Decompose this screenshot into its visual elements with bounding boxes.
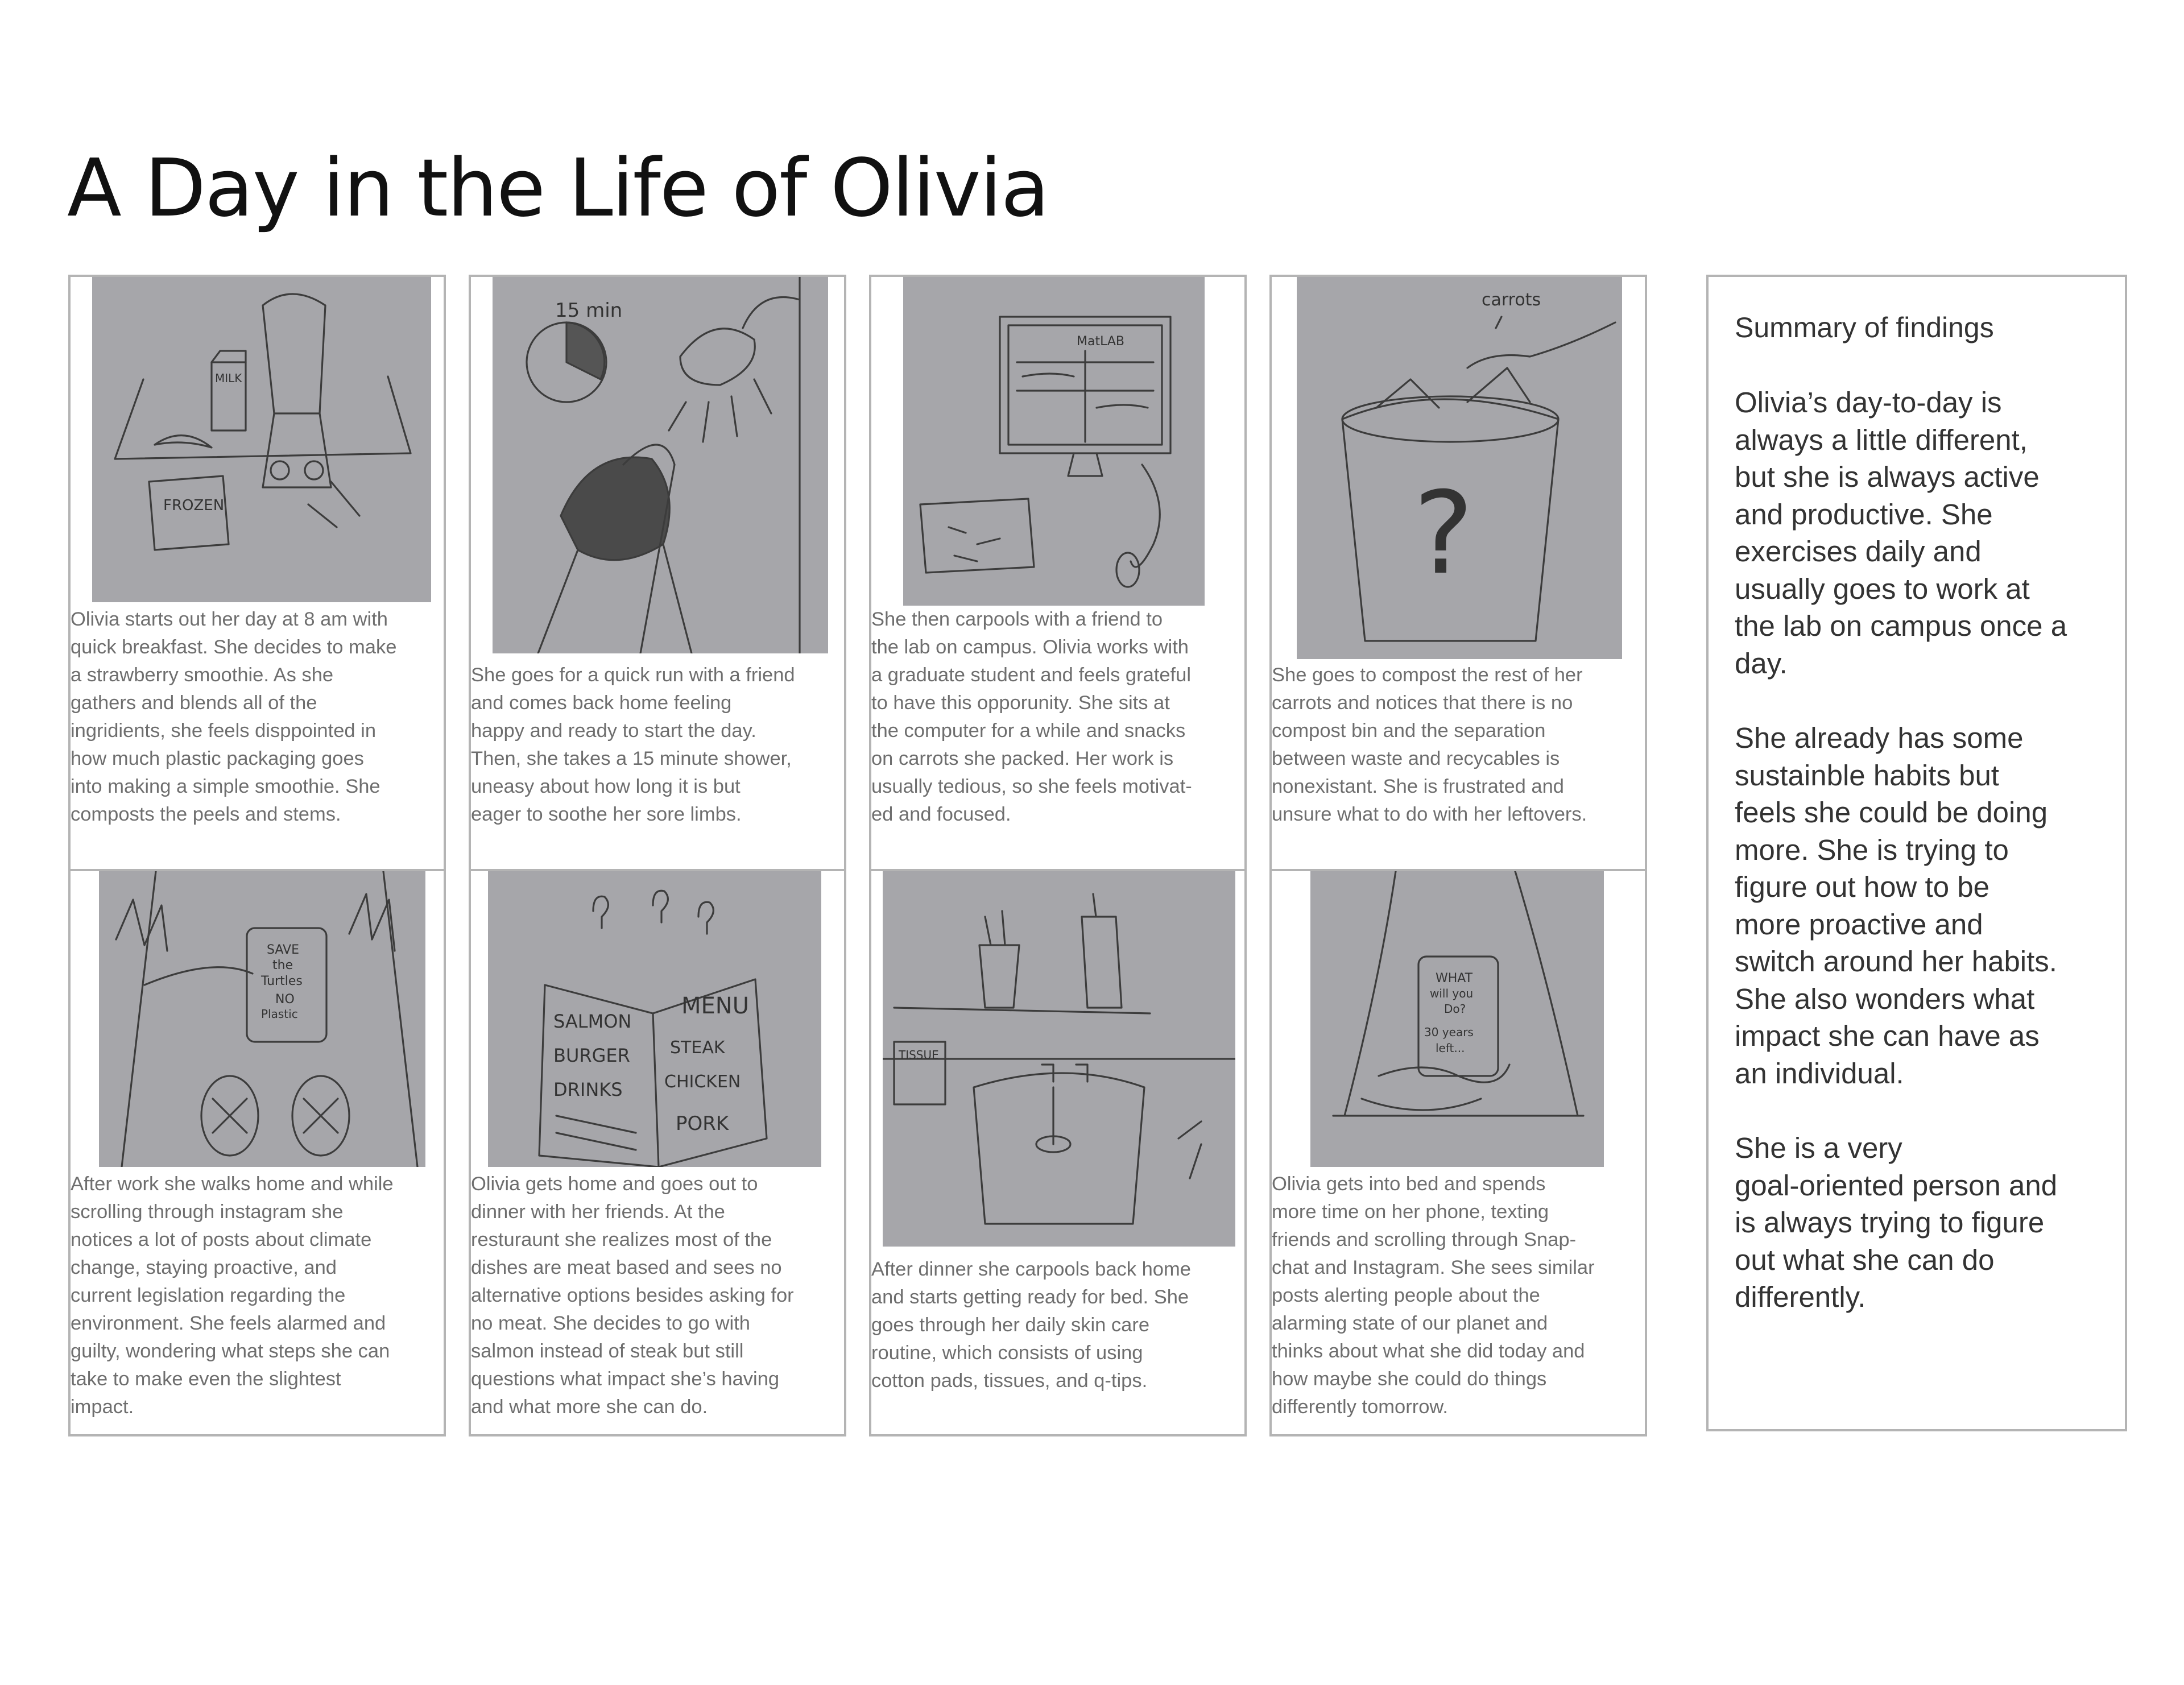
phone-post-line: Turtles [261,974,303,988]
summary-heading: Summary of findings [1735,312,1994,343]
menu-item-drinks: DRINKS [553,1079,623,1100]
storyboard-panel-dinner [469,869,846,1436]
storyboard-panel-bathroom [869,869,1247,1436]
summary-paragraph: She is a very goal-oriented person and is always trying to figure out what she can do differently. [1735,1132,2058,1313]
phone-post-line: the [272,958,293,972]
breakfast-drawing [92,277,431,602]
sketch-compost [1297,277,1622,659]
sketch-bathroom [883,871,1235,1247]
storyboard-panel-compost [1269,275,1647,876]
phone-text-line: 30 years [1424,1025,1474,1039]
sketch-bed [1310,871,1604,1167]
storyboard-panel-walk [68,869,446,1436]
question-mark: ? [1413,467,1474,600]
menu-item-chicken: CHICKEN [664,1072,741,1092]
sketch-lab [903,277,1205,606]
lab-drawing [903,277,1205,606]
storyboard-panel-breakfast [68,275,446,876]
sketch-walk [99,871,425,1167]
menu-item-burger: BURGER [553,1045,630,1066]
storyboard-panel-bed [1269,869,1647,1436]
walk-drawing [99,871,425,1167]
sketch-shower [493,277,828,653]
frozen-label: FROZEN [163,497,225,514]
phone-text-line: Do? [1444,1002,1466,1016]
carrots-label: carrots [1482,290,1541,310]
page-title: A Day in the Life of Olivia [67,142,1049,235]
menu-item-salmon: SALMON [553,1011,632,1032]
summary-paragraph: She already has some sustainble habits but feels she could be doing more. She is trying to figure out how to be more proactive and switch around her habits. She also wonders what impact she can have as an individual. [1735,722,2057,1090]
bathroom-drawing [883,871,1235,1247]
summary-paragraph: Olivia’s day-to-day is always a little different, but she is always active and productive. She exercises daily and usually goes to work at the lab on campus once a day. [1735,386,2067,680]
phone-text-line: left... [1436,1041,1465,1055]
menu-heading: MENU [681,993,749,1019]
panel-caption: She goes for a quick run with a friend and comes back home feeling happy and ready to start the day. Then, she takes a 15 minute shower, uneasy about how long it is but eager to soothe her sore limbs. [471,664,795,825]
panel-caption: Olivia gets home and goes out to dinner with her friends. At the resturaunt she realizes most of the dishes are meat based and sees no alternative options besides asking for no meat. She decides to go with salmon instead of steak but still questions what impact she’s having and what more she can do. [471,1173,794,1418]
menu-item-steak: STEAK [670,1038,725,1058]
tissue-label: TISSUE [899,1048,939,1062]
panel-caption: After work she walks home and while scrolling through instagram she notices a lot of posts about climate change, staying proactive, and current legislation regarding the environment. She feels alarmed and guilty, wondering what steps she can take to make even the slightest impact. [71,1173,394,1418]
panel-caption: After dinner she carpools back home and starts getting ready for bed. She goes through her daily skin care routine, which consists of using cotton pads, tissues, and q-tips. [871,1258,1191,1392]
timer-label: 15 min [555,299,623,322]
panel-caption: Olivia gets into bed and spends more time on her phone, texting friends and scrolling through Snap- chat and Instagram. She sees similar posts alerting people about the alarming state of our planet and thinks about what she did today and how maybe she could do things differently tomorrow. [1272,1173,1595,1418]
sketch-dinner [488,871,821,1167]
matlab-label: MatLAB [1077,334,1124,349]
phone-post-line: SAVE [267,943,299,957]
storyboard-panel-shower [469,275,846,876]
summary-panel [1706,275,2127,1431]
sketch-breakfast [92,277,431,602]
phone-post-line: NO [275,992,295,1007]
storyboard-panel-lab [869,275,1247,876]
dinner-drawing [488,871,821,1167]
panel-caption: She goes to compost the rest of her carrots and notices that there is no compost bin and the separation between waste and recycables is nonexistant. She is frustrated and unsure what to do with her leftovers. [1272,664,1587,825]
phone-post-line: Plastic [261,1007,298,1021]
compost-drawing [1297,277,1622,659]
bed-drawing [1310,871,1604,1167]
shower-drawing [493,277,828,653]
phone-text-line: will you [1430,987,1474,1000]
panel-caption: Olivia starts out her day at 8 am with quick breakfast. She decides to make a strawberry smoothie. As she gathers and blends all of the ingridients, she feels disppointed in how much plastic packaging goes into making a simple smoothie. She composts the peels and stems. [71,608,397,825]
panel-caption: She then carpools with a friend to the lab on campus. Olivia works with a graduate student and feels grateful to have this opporunity. She sits at the computer for a while and snacks on carrots she packed. Her work is usually tedious, so she feels motivat- ed and focused. [871,608,1192,825]
menu-item-pork: PORK [676,1112,729,1135]
phone-text-line: WHAT [1436,971,1473,986]
milk-label: MILK [215,371,242,385]
